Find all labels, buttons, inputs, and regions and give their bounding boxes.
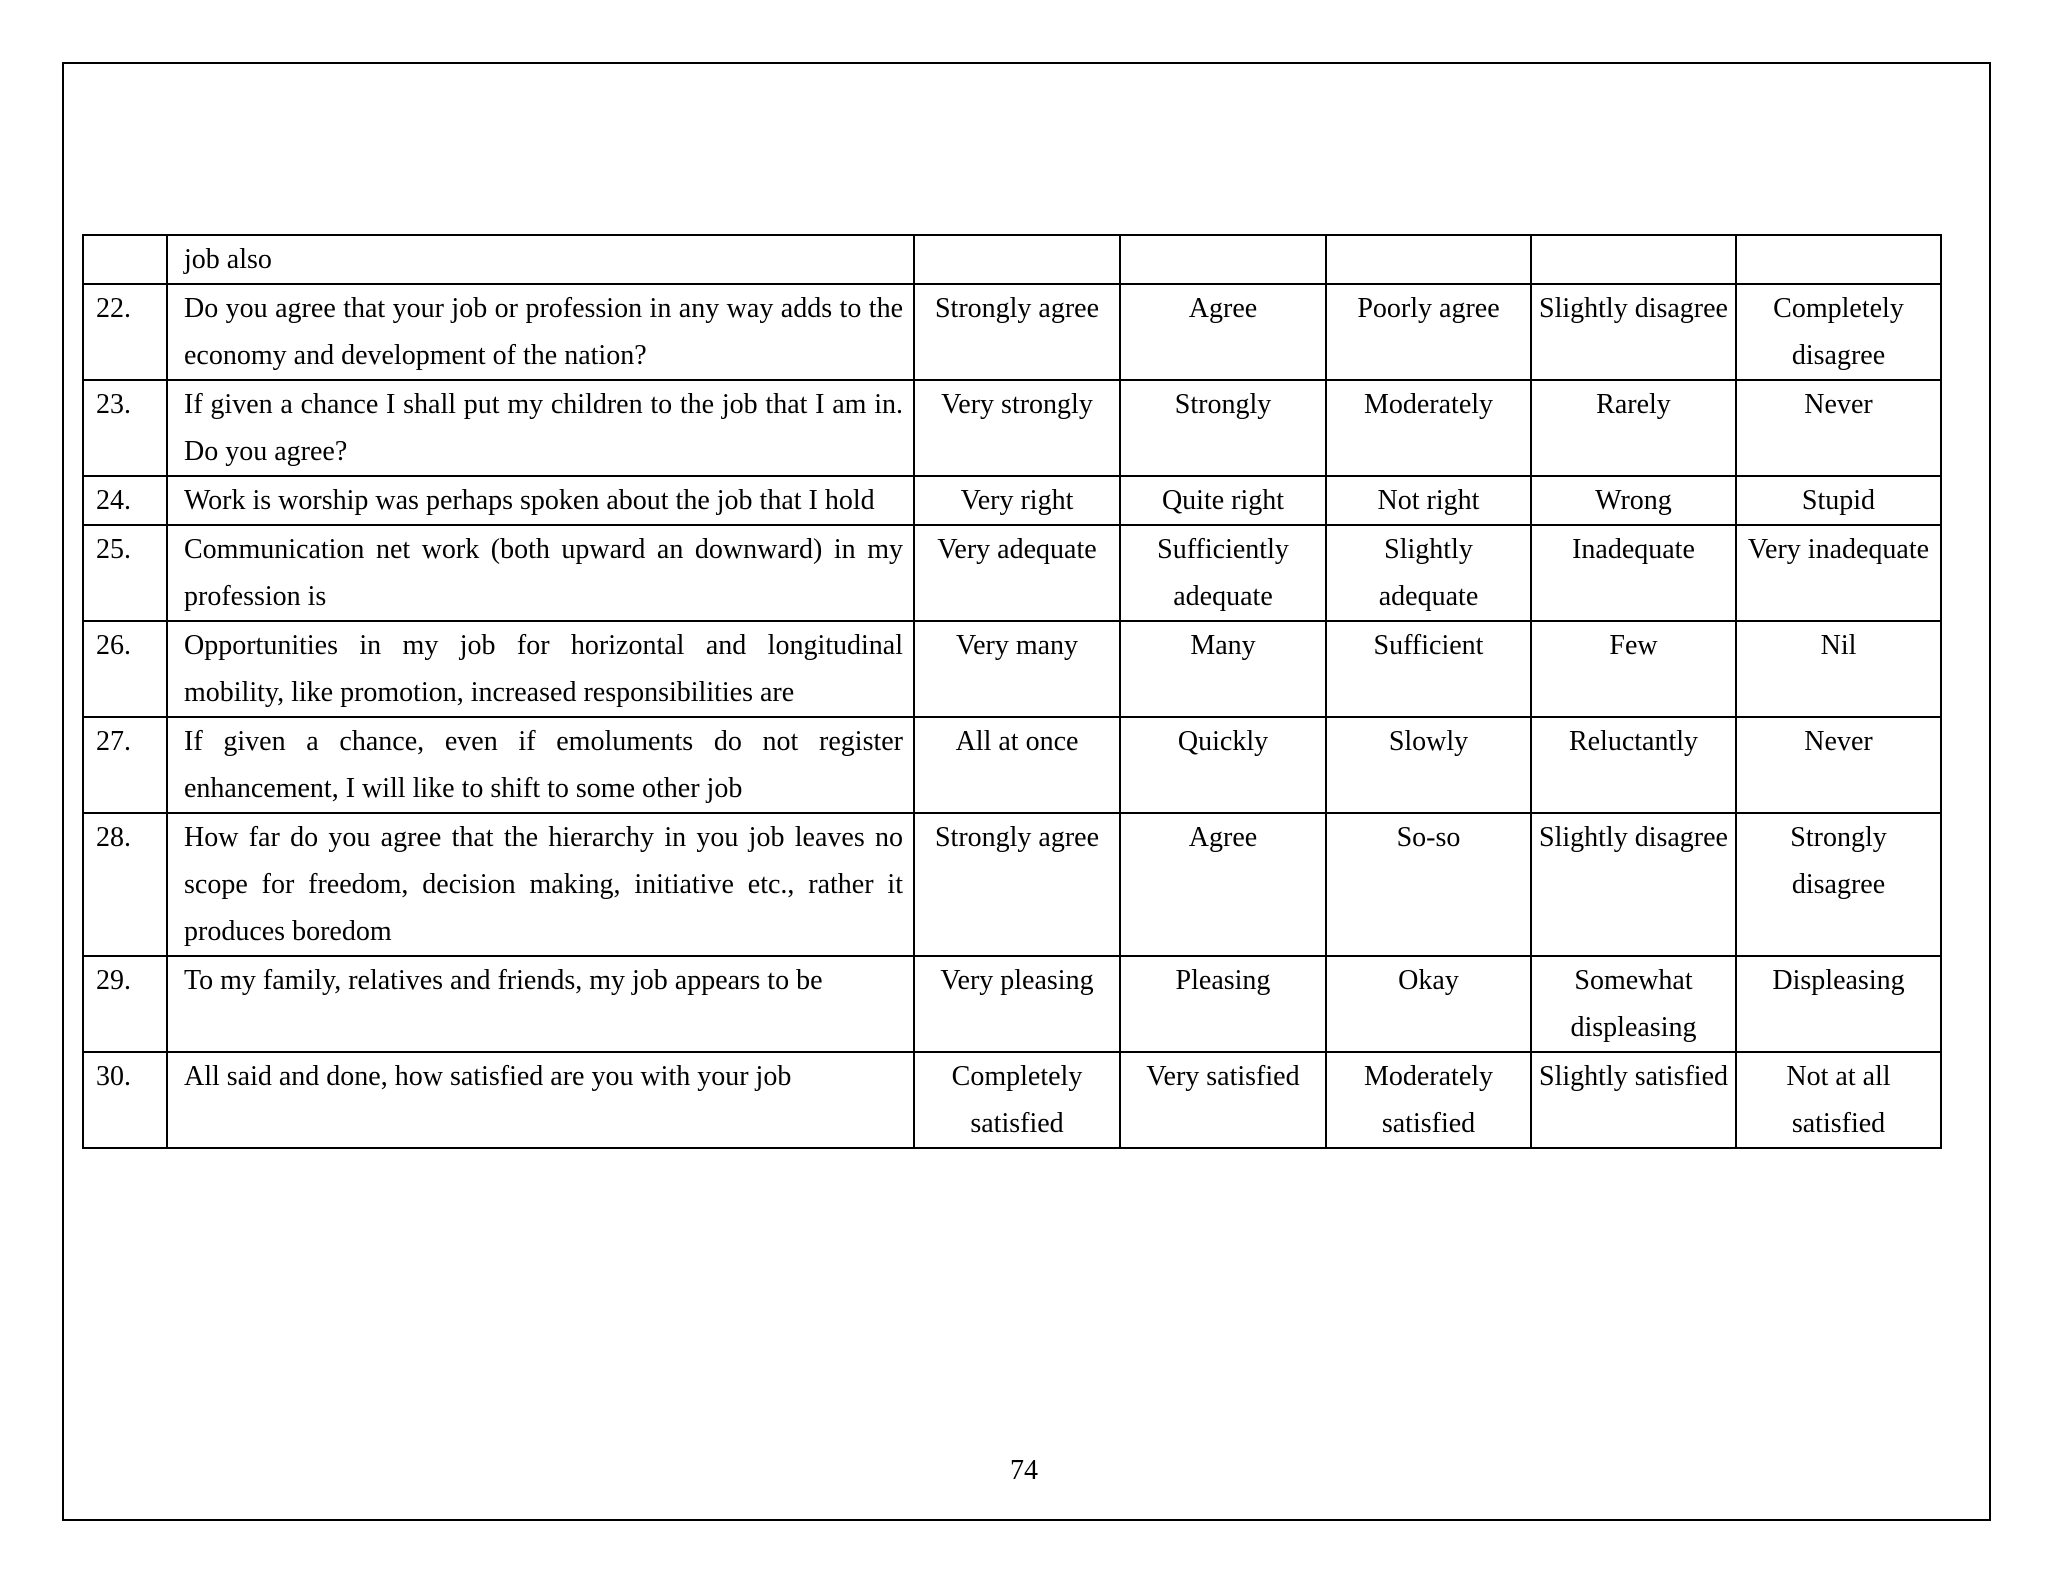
response-option: Okay [1326, 956, 1531, 1052]
response-option: Many [1120, 621, 1326, 717]
question-text: How far do you agree that the hierarchy in you job leaves no scope for freedom, decision making, initiative etc., rather it produces boredom [167, 813, 914, 956]
survey-table-body [83, 235, 1941, 1148]
response-option [1531, 235, 1736, 284]
response-option: Quickly [1120, 717, 1326, 813]
table-row [83, 525, 1941, 621]
response-option: Quite right [1120, 476, 1326, 525]
response-option: Slightly disagree [1531, 284, 1736, 380]
response-option: Moderately [1326, 380, 1531, 476]
question-text: Do you agree that your job or profession in any way adds to the economy and development of the nation? [167, 284, 914, 380]
question-text: If given a chance I shall put my children to the job that I am in. Do you agree? [167, 380, 914, 476]
response-option: Strongly agree [914, 813, 1120, 956]
response-option [1326, 235, 1531, 284]
response-option: Wrong [1531, 476, 1736, 525]
question-text: To my family, relatives and friends, my job appears to be [167, 956, 914, 1052]
response-option: Slightly adequate [1326, 525, 1531, 621]
response-option: Moderately satisfied [1326, 1052, 1531, 1148]
question-text: Work is worship was perhaps spoken about the job that I hold [167, 476, 914, 525]
question-text: If given a chance, even if emoluments do not register enhancement, I will like to shift to some other job [167, 717, 914, 813]
response-option: Sufficient [1326, 621, 1531, 717]
item-number: 26. [83, 621, 167, 717]
table-row [83, 476, 1941, 525]
response-option: Never [1736, 717, 1941, 813]
item-number: 23. [83, 380, 167, 476]
response-option: Rarely [1531, 380, 1736, 476]
response-option: Inadequate [1531, 525, 1736, 621]
question-text: job also [167, 235, 914, 284]
response-option: Slowly [1326, 717, 1531, 813]
response-option: Slightly satisfied [1531, 1052, 1736, 1148]
question-text: All said and done, how satisfied are you with your job [167, 1052, 914, 1148]
response-option: Pleasing [1120, 956, 1326, 1052]
response-option: Displeasing [1736, 956, 1941, 1052]
table-row [83, 235, 1941, 284]
response-option: Strongly disagree [1736, 813, 1941, 956]
response-option: Few [1531, 621, 1736, 717]
response-option: Very satisfied [1120, 1052, 1326, 1148]
response-option: Reluctantly [1531, 717, 1736, 813]
response-option: Very adequate [914, 525, 1120, 621]
response-option: Completely satisfied [914, 1052, 1120, 1148]
item-number: 27. [83, 717, 167, 813]
table-row [83, 813, 1941, 956]
response-option [1736, 235, 1941, 284]
response-option: Very many [914, 621, 1120, 717]
item-number: 29. [83, 956, 167, 1052]
response-option: Very strongly [914, 380, 1120, 476]
item-number: 30. [83, 1052, 167, 1148]
response-option: Not right [1326, 476, 1531, 525]
response-option [914, 235, 1120, 284]
response-option: Somewhat displeasing [1531, 956, 1736, 1052]
table-row [83, 956, 1941, 1052]
response-option: Not at all satisfied [1736, 1052, 1941, 1148]
response-option: Very right [914, 476, 1120, 525]
survey-table [82, 234, 1942, 1149]
response-option: So-so [1326, 813, 1531, 956]
response-option: Stupid [1736, 476, 1941, 525]
response-option: Slightly disagree [1531, 813, 1736, 956]
page-number: 74 [1010, 1455, 1038, 1486]
response-option: Very inadequate [1736, 525, 1941, 621]
question-text: Opportunities in my job for horizontal and longitudinal mobility, like promotion, increased responsibilities are [167, 621, 914, 717]
response-option [1120, 235, 1326, 284]
response-option: Strongly [1120, 380, 1326, 476]
question-text: Communication net work (both upward an downward) in my profession is [167, 525, 914, 621]
item-number: 22. [83, 284, 167, 380]
table-row [83, 284, 1941, 380]
table-row [83, 1052, 1941, 1148]
response-option: Nil [1736, 621, 1941, 717]
table-row [83, 621, 1941, 717]
item-number: 24. [83, 476, 167, 525]
item-number [83, 235, 167, 284]
response-option: Completely disagree [1736, 284, 1941, 380]
table-row [83, 380, 1941, 476]
item-number: 28. [83, 813, 167, 956]
response-option: Strongly agree [914, 284, 1120, 380]
item-number: 25. [83, 525, 167, 621]
response-option: Poorly agree [1326, 284, 1531, 380]
response-option: Never [1736, 380, 1941, 476]
table-row [83, 717, 1941, 813]
response-option: Agree [1120, 813, 1326, 956]
response-option: Sufficiently adequate [1120, 525, 1326, 621]
response-option: Very pleasing [914, 956, 1120, 1052]
response-option: Agree [1120, 284, 1326, 380]
response-option: All at once [914, 717, 1120, 813]
